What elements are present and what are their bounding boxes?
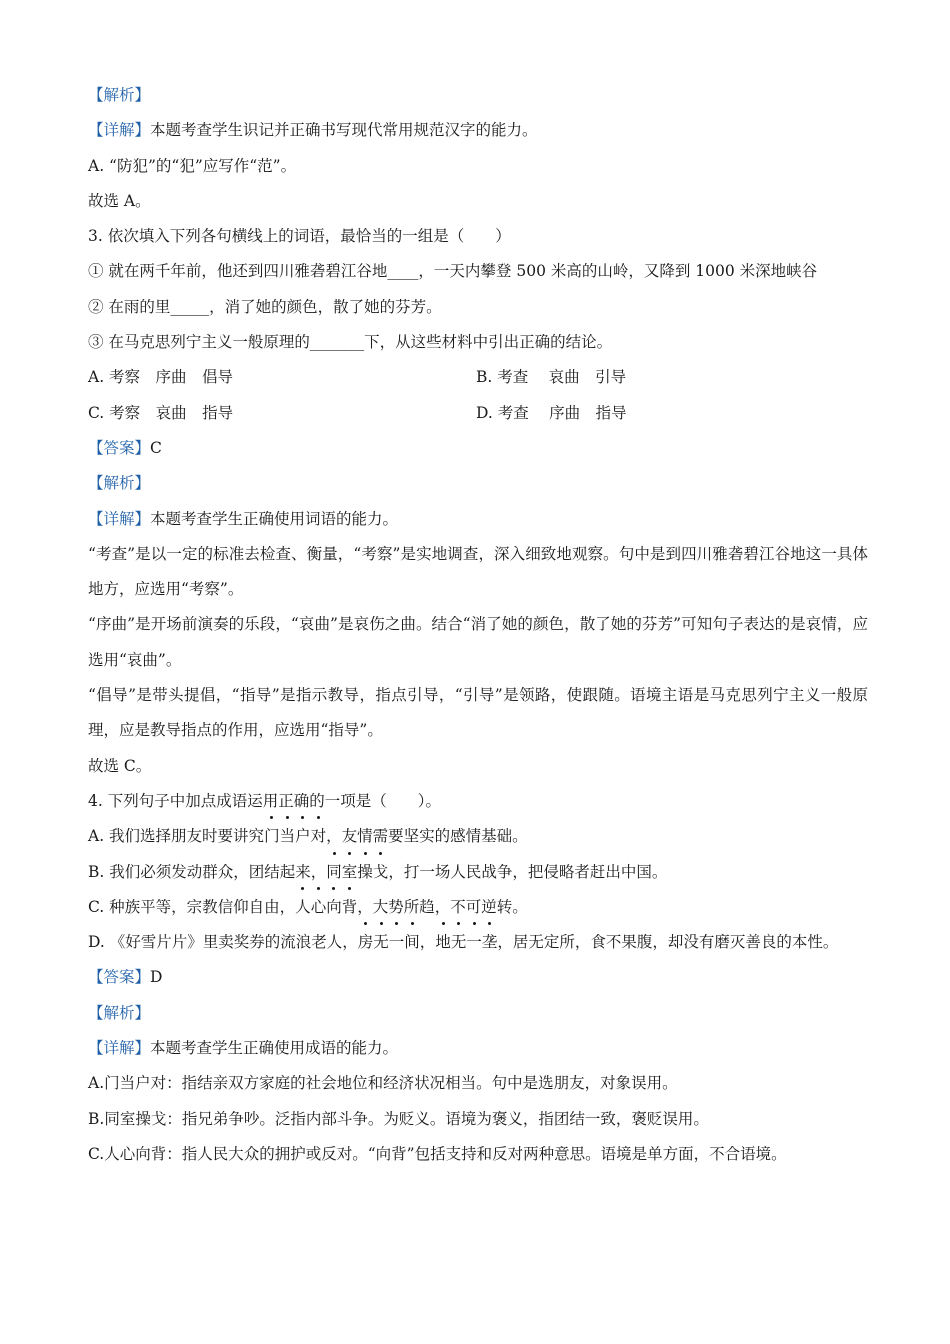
question-4-stem: 4. 下列句子中加点成语运用正确的一项是（ ）。: [88, 791, 441, 810]
emphasized-char: 背: [342, 890, 358, 925]
question-4-option: [88, 819, 868, 854]
emphasized-char: 同: [326, 855, 342, 890]
emphasized-char: 一: [466, 925, 482, 960]
answer-line: 【答案】C: [88, 438, 162, 457]
question-4-option: [88, 890, 868, 925]
option-d: D. 考查 序曲 指导: [476, 403, 627, 422]
emphasized-char: 心: [311, 890, 327, 925]
analysis-heading: 【解析】: [88, 474, 151, 493]
emphasized-char: 地: [435, 925, 451, 960]
explanation-paragraph: “序曲”是开场前演奏的乐段，“哀曲”是哀伤之曲。结合“消了她的颜色，散了她的芬芳”可知句子表达的是哀情，应选用“哀曲”。: [88, 615, 868, 669]
explanation-line: B.同室操戈：指兄弟争吵。泛指内部斗争。为贬义。语境为褒义，指团结一致，褒贬误用。: [88, 1109, 709, 1128]
emphasized-char: 无: [373, 925, 389, 960]
question-4-option: [88, 925, 868, 960]
option-text: ，居无定所，食不果腹，却没有磨灭善良的本性。: [497, 933, 839, 952]
emphasized-char: 向: [326, 890, 342, 925]
emphasized-char: 垄: [482, 925, 498, 960]
option-text: A. 我们选择朋友时要讲究: [88, 827, 265, 846]
option-text: C. 种族平等，宗教信仰自由，: [88, 897, 296, 916]
emphasized-char: 间: [404, 925, 420, 960]
emphasized-char: 门: [264, 819, 280, 854]
analysis-heading: 【解析】: [88, 1003, 151, 1022]
question-3-options-row-2: [88, 396, 868, 431]
explanation-line: C.人心向背：指人民大众的拥护或反对。“向背”包括支持和反对两种意思。语境是单方面，不合语境。: [88, 1144, 787, 1163]
answer-line: 【答案】D: [88, 968, 163, 987]
emphasized-char: 房: [358, 925, 374, 960]
explanation-paragraph: “考查”是以一定的标准去检查、衡量，“考察”是实地调查，深入细致地观察。句中是到四川雅砻碧江谷地这一具体地方，应选用“考察”。: [88, 544, 868, 599]
option-text: B. 我们必须发动群众，团结起来，: [88, 862, 327, 881]
option-text: ，打一场人民战争，把侵略者赶出中国。: [388, 862, 668, 881]
option-text: ，大势所趋，不可逆转。: [357, 897, 528, 916]
detail-line: 【详解】本题考查学生正确使用词语的能力。: [88, 509, 399, 528]
emphasized-char: 户: [295, 819, 311, 854]
option-text: D. 《好雪片片》里卖奖券的流浪老人，: [88, 933, 358, 952]
question-3-sentence-1: ① 就在两千年前，他还到四川雅砻碧江谷地____，一天内攀登 500 米高的山岭，又降到 1000 米深地峡谷: [88, 262, 818, 281]
detail-line: 【详解】本题考查学生正确使用成语的能力。: [88, 1039, 399, 1058]
emphasized-char: 无: [451, 925, 467, 960]
emphasized-char: 戈: [373, 855, 389, 890]
question-3-options-row-1: [88, 360, 868, 395]
emphasized-char: 人: [295, 890, 311, 925]
question-4-options: [88, 819, 868, 960]
emphasized-char: 操: [357, 855, 373, 890]
analysis-heading: 【解析】: [88, 86, 151, 104]
emphasized-char: 对: [311, 819, 327, 854]
emphasized-char: 当: [280, 819, 296, 854]
question-3-sentence-3: ③ 在马克思列宁主义一般原理的_______下，从这些材料中引出正确的结论。: [88, 333, 613, 352]
question-3-stem: 3. 依次填入下列各句横线上的词语，最恰当的一组是（ ）: [88, 227, 511, 246]
explanation-line: A. “防犯”的“犯”应写作“范”。: [88, 156, 297, 175]
emphasized-char: 室: [342, 855, 358, 890]
detail-line: 【详解】本题考查学生识记并正确书写现代常用规范汉字的能力。: [88, 121, 538, 140]
conclusion-line: 故选 A。: [88, 191, 151, 210]
option-b: B. 考查 哀曲 引导: [476, 368, 627, 387]
explanation-paragraph: “倡导”是带头提倡，“指导”是指示教导，指点引导，“引导”是领路，使跟随。语境主语是马克思列宁主义一般原理，应是教导指点的作用，应选用“指导”。: [88, 686, 868, 740]
question-3-sentence-2: ② 在雨的里_____，消了她的颜色，散了她的芬芳。: [88, 297, 442, 316]
conclusion-line: 故选 C。: [88, 756, 152, 775]
emphasized-char: 一: [389, 925, 405, 960]
explanation-line: A.门当户对：指结亲双方家庭的社会地位和经济状况相当。句中是选朋友，对象误用。: [88, 1074, 678, 1093]
option-c: C. 考察 哀曲 指导: [88, 403, 234, 422]
option-text: ，友情需要坚实的感情基础。: [326, 827, 528, 846]
option-a: A. 考察 序曲 倡导: [88, 368, 234, 387]
emphasized-char: ，: [419, 933, 436, 952]
question-4-option: [88, 855, 868, 890]
document-body: [88, 78, 868, 1172]
